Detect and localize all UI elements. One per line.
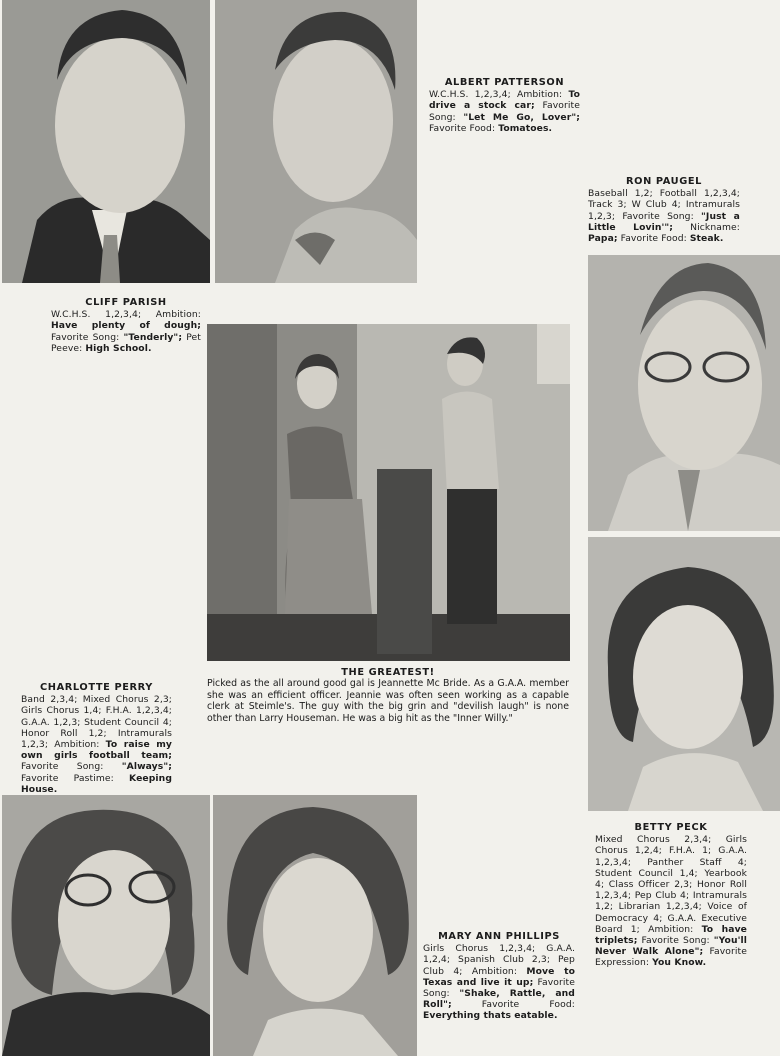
caption-text: Picked as the all around good gal is Jeannette Mc Bride. As a G.A.A. member she was an efficient officer. Jeannie was often seen working as a capable clerk at Steimle's. The guy with the big grin and "devilish laugh" is none other than Larry Houseman. He was a big hit as the "Inner Willy." [207, 678, 569, 724]
student-name: BETTY PECK [634, 822, 708, 833]
bio-highlight: "You'll Never Walk Alone"; [595, 935, 747, 958]
bio-highlight: Steak. [689, 233, 724, 245]
bio-text: Favorite Song: [637, 935, 714, 947]
bio-highlight: High School. [85, 342, 152, 354]
bio-albert-patterson [429, 77, 580, 134]
bio-text: Favorite Song: [51, 331, 124, 343]
bio-text: Band 2,3,4; Mixed Chorus 2,3; Girls Chorus 1,4; F.H.A. 1,2,3,4; G.A.A. 1,2,3; Student Council 4; Honor Roll 1,2; Intramurals 1,2,3; Ambition: [21, 694, 172, 751]
bio-highlight: "Always"; [121, 761, 172, 773]
bio-charlotte-perry [21, 682, 172, 795]
bio-cliff-parish [51, 297, 201, 354]
bio-highlight: "Let Me Go, Lover"; [463, 111, 580, 123]
portrait-mary-ann-phillips [213, 795, 417, 1056]
bio-text: W.C.H.S. 1,2,3,4; Ambition: [51, 309, 201, 321]
portrait-cliff-parish [2, 0, 210, 283]
student-name: RON PAUGEL [626, 176, 702, 187]
bio-highlight: Move to Texas and live it up; [423, 965, 575, 988]
bio-text: W.C.H.S. 1,2,3,4; Ambition: [429, 89, 569, 101]
bio-text: Nickname: [673, 221, 740, 233]
bio-text: Favorite Song: [429, 100, 580, 123]
bio-highlight: Have plenty of dough; [51, 320, 201, 332]
bio-text: Favorite Food: [451, 999, 575, 1011]
portrait-charlotte-perry [2, 795, 210, 1056]
bio-text: Favorite Food: [429, 122, 499, 134]
candid-caption [207, 667, 569, 724]
bio-text: Mixed Chorus 2,3,4; Girls Chorus 1,2,4; F.H.A. 1; G.A.A. 1,2,3,4; Panther Staff 4; Student Council 1,4; Yearbook 4; Class Officer 2,3; Honor Roll 1,2,3,4; Pep Club 4; Intramurals 1,2; Librarian 1,2,3,4; Voice of Democracy 4; G.A.A. Executive Board 1; Ambition: [595, 834, 747, 935]
bio-highlight: "Just a Little Lovin'"; [588, 210, 740, 233]
student-name: CLIFF PARISH [85, 297, 167, 308]
bio-text: Favorite Pastime: [21, 772, 130, 784]
portrait-albert-patterson [215, 0, 417, 283]
portrait-ron-paugel [588, 255, 780, 531]
bio-text: Pet Peeve: [51, 331, 201, 354]
bio-text: Favorite Food: [617, 233, 690, 245]
student-name: MARY ANN PHILLIPS [438, 931, 560, 942]
bio-highlight: "Shake, Rattle, and Roll"; [423, 988, 575, 1011]
bio-highlight: You Know. [652, 957, 707, 969]
caption-title: THE GREATEST! [341, 667, 435, 678]
bio-text: Baseball 1,2; Football 1,2,3,4; Track 3; W Club 4; Intramurals 1,2,3; Favorite Song: [588, 188, 740, 222]
portrait-betty-peck [588, 537, 780, 811]
student-name: CHARLOTTE PERRY [40, 682, 153, 693]
student-name: ALBERT PATTERSON [444, 77, 565, 88]
bio-highlight: To drive a stock car; [429, 89, 580, 112]
bio-text: Favorite Song: [21, 761, 122, 773]
bio-text: Girls Chorus 1,2,3,4; G.A.A. 1,2,4; Spanish Club 2,3; Pep Club 4; Ambition: [423, 943, 575, 977]
bio-highlight: To have triplets; [595, 923, 747, 947]
bio-ron-paugel [588, 176, 740, 244]
bio-mary-ann-phillips [423, 931, 575, 1022]
bio-highlight: To raise my own girls football team; [21, 739, 173, 762]
bio-highlight: Keeping House. [21, 772, 172, 795]
bio-highlight: Papa; [588, 233, 618, 245]
bio-highlight: Tomatoes. [498, 122, 553, 134]
bio-betty-peck [595, 822, 747, 969]
candid-photo-greatest [207, 324, 570, 661]
bio-text: Favorite Song: [423, 976, 575, 1000]
bio-highlight: "Tenderly"; [123, 331, 183, 343]
bio-text: Favorite Expression: [595, 946, 747, 969]
bio-highlight: Everything thats eatable. [423, 1010, 558, 1022]
